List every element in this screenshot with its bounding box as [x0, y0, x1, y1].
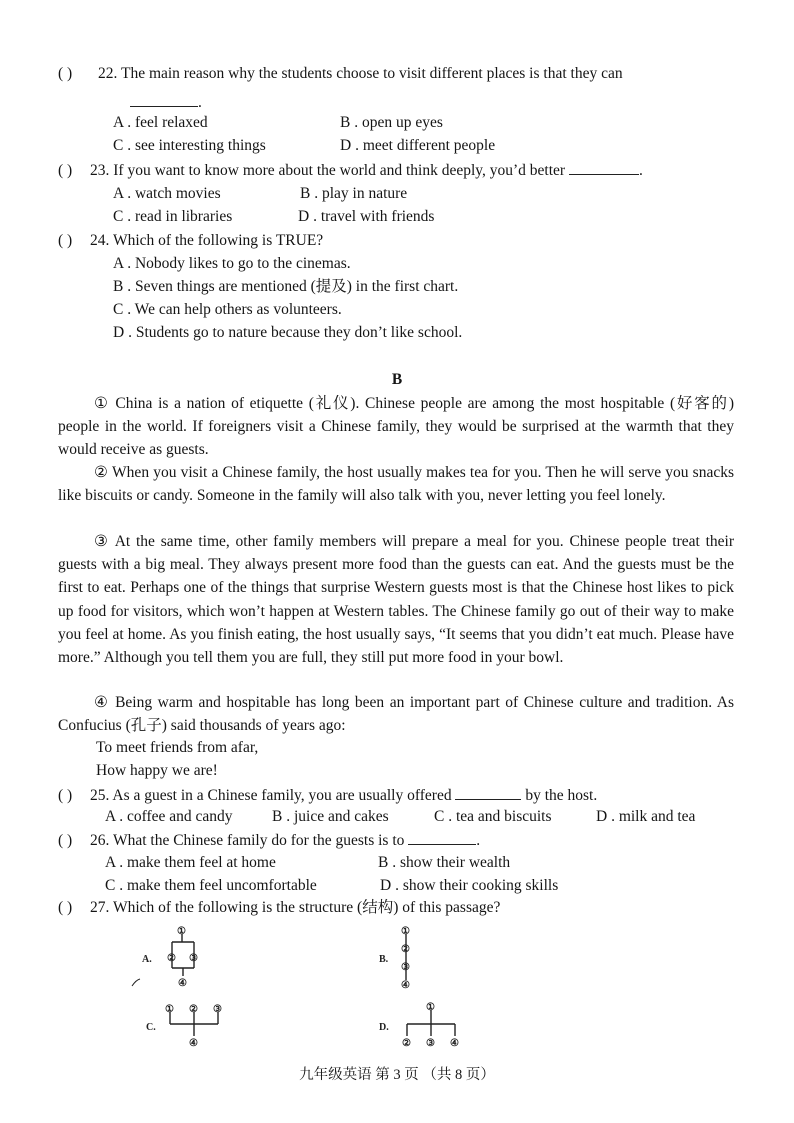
option-c[interactable]: C . make them feel uncomfortable [105, 877, 317, 894]
label-d: D. [379, 1022, 389, 1033]
label-c: C. [146, 1022, 156, 1033]
option-d[interactable]: D . travel with friends [298, 208, 435, 225]
page-footer: 九年级英语 第 3 页 （共 8 页） [299, 1067, 495, 1083]
label-b: B. [379, 954, 389, 965]
answer-bracket[interactable]: ( ) [58, 65, 73, 82]
structure-diagram-b[interactable] [375, 922, 455, 992]
answer-bracket[interactable]: ( ) [58, 232, 73, 249]
node-2: ② [402, 1038, 411, 1049]
question-24 [58, 231, 323, 251]
option-d[interactable]: D . Students go to nature because they don’t like school. [113, 324, 463, 341]
question-27 [58, 898, 500, 918]
structure-diagram-a[interactable] [130, 922, 250, 992]
question-text: 27. Which of the following is the structure (结构) of this passage? [90, 899, 501, 916]
option-a[interactable]: A . Nobody likes to go to the cinemas. [113, 255, 351, 272]
option-b[interactable]: B . show their wealth [378, 854, 511, 871]
answer-bracket[interactable]: ( ) [58, 899, 73, 916]
node-3: ③ [426, 1038, 435, 1049]
period: . [638, 162, 643, 179]
answer-blank[interactable] [130, 92, 198, 107]
option-b[interactable]: B . play in nature [300, 185, 408, 202]
paragraph-1: ① China is a nation of etiquette (礼仪). Chinese people are among the most hospitable (好客的) people in the world. If foreigners visit a Chinese family, they would be surprised at the warmth that they would receive as guests. [58, 395, 734, 459]
node-1: ① [401, 926, 410, 937]
node-4: ④ [401, 980, 410, 991]
node-4: ④ [450, 1038, 459, 1049]
pen-mark [132, 979, 140, 986]
question-25 [58, 785, 597, 806]
paragraph-3: ③ At the same time, other family members will prepare a meal for you. Chinese people treat their guests with a big meal. They always present more food than the guests can eat. And the guests must be the first to eat. Perhaps one of the things that surprise Western guests most is that the Chinese host likes to pick up food for visitors, which won’t happen at Western tables. The Chinese family go out of their way to make you feel at home. As you finish eating, the host usually says, “It seems that you didn’t eat much. Please have more.” Although you tell them you are full, they still put more food in your bowl. [58, 533, 734, 667]
node-2: ② [167, 953, 176, 964]
node-3: ③ [213, 1004, 222, 1015]
option-b[interactable]: B . juice and cakes [272, 808, 389, 825]
node-4: ④ [189, 1038, 198, 1049]
answer-blank[interactable] [569, 160, 639, 175]
option-a[interactable]: A . coffee and candy [105, 808, 233, 825]
option-b[interactable]: B . open up eyes [340, 114, 443, 131]
option-d[interactable]: D . show their cooking skills [380, 877, 559, 894]
question-23 [58, 160, 643, 181]
node-2: ② [401, 944, 410, 955]
paragraph-2: ② When you visit a Chinese family, the host usually makes tea for you. Then he will serve you snacks like biscuits or candy. Someone in the family will also talk with you, never letting you feel lonely. [58, 464, 734, 505]
question-text: 26. What the Chinese family do for the guests is to [90, 832, 405, 849]
option-c[interactable]: C . read in libraries [113, 208, 233, 225]
poem-line-1: To meet friends from afar, [96, 739, 259, 756]
answer-bracket[interactable]: ( ) [58, 832, 73, 849]
node-1: ① [426, 1002, 435, 1013]
question-text: 25. As a guest in a Chinese family, you are usually offered [90, 787, 452, 804]
question-text: 24. Which of the following is TRUE? [90, 232, 324, 249]
option-a[interactable]: A . feel relaxed [113, 114, 208, 131]
option-b[interactable]: B . Seven things are mentioned (提及) in the first chart. [113, 278, 459, 295]
node-2: ② [189, 1004, 198, 1015]
node-3: ③ [401, 962, 410, 973]
structure-diagram-c[interactable] [140, 1000, 250, 1055]
paragraph-4: ④ Being warm and hospitable has long been an important part of Chinese culture and tradition. As Confucius (孔子) said thousands of years ago: [58, 694, 734, 735]
option-c[interactable]: C . see interesting things [113, 137, 266, 154]
question-26 [58, 830, 480, 851]
section-title: B [391, 371, 403, 388]
period: . [476, 832, 481, 849]
question-22 [58, 64, 623, 84]
question-text: 22. The main reason why the students choose to visit different places is that they can [98, 65, 623, 82]
answer-blank[interactable] [455, 785, 521, 800]
label-a: A. [142, 954, 152, 965]
period: . [198, 94, 202, 111]
poem-line-2: How happy we are! [96, 762, 218, 779]
option-a[interactable]: A . watch movies [113, 185, 221, 202]
question-22-cont [130, 92, 202, 113]
structure-diagram-d[interactable] [375, 1000, 475, 1055]
node-4: ④ [178, 978, 187, 989]
node-1: ① [177, 926, 186, 937]
question-text-end: by the host. [525, 787, 598, 804]
option-c[interactable]: C . We can help others as volunteers. [113, 301, 342, 318]
answer-bracket[interactable]: ( ) [58, 162, 73, 179]
node-3: ③ [189, 953, 198, 964]
option-a[interactable]: A . make them feel at home [105, 854, 276, 871]
answer-bracket[interactable]: ( ) [58, 787, 73, 804]
question-text: 23. If you want to know more about the world and think deeply, you’d better [90, 162, 566, 179]
option-c[interactable]: C . tea and biscuits [434, 808, 552, 825]
option-d[interactable]: D . milk and tea [596, 808, 696, 825]
option-d[interactable]: D . meet different people [340, 137, 496, 154]
answer-blank[interactable] [408, 830, 476, 845]
node-1: ① [165, 1004, 174, 1015]
